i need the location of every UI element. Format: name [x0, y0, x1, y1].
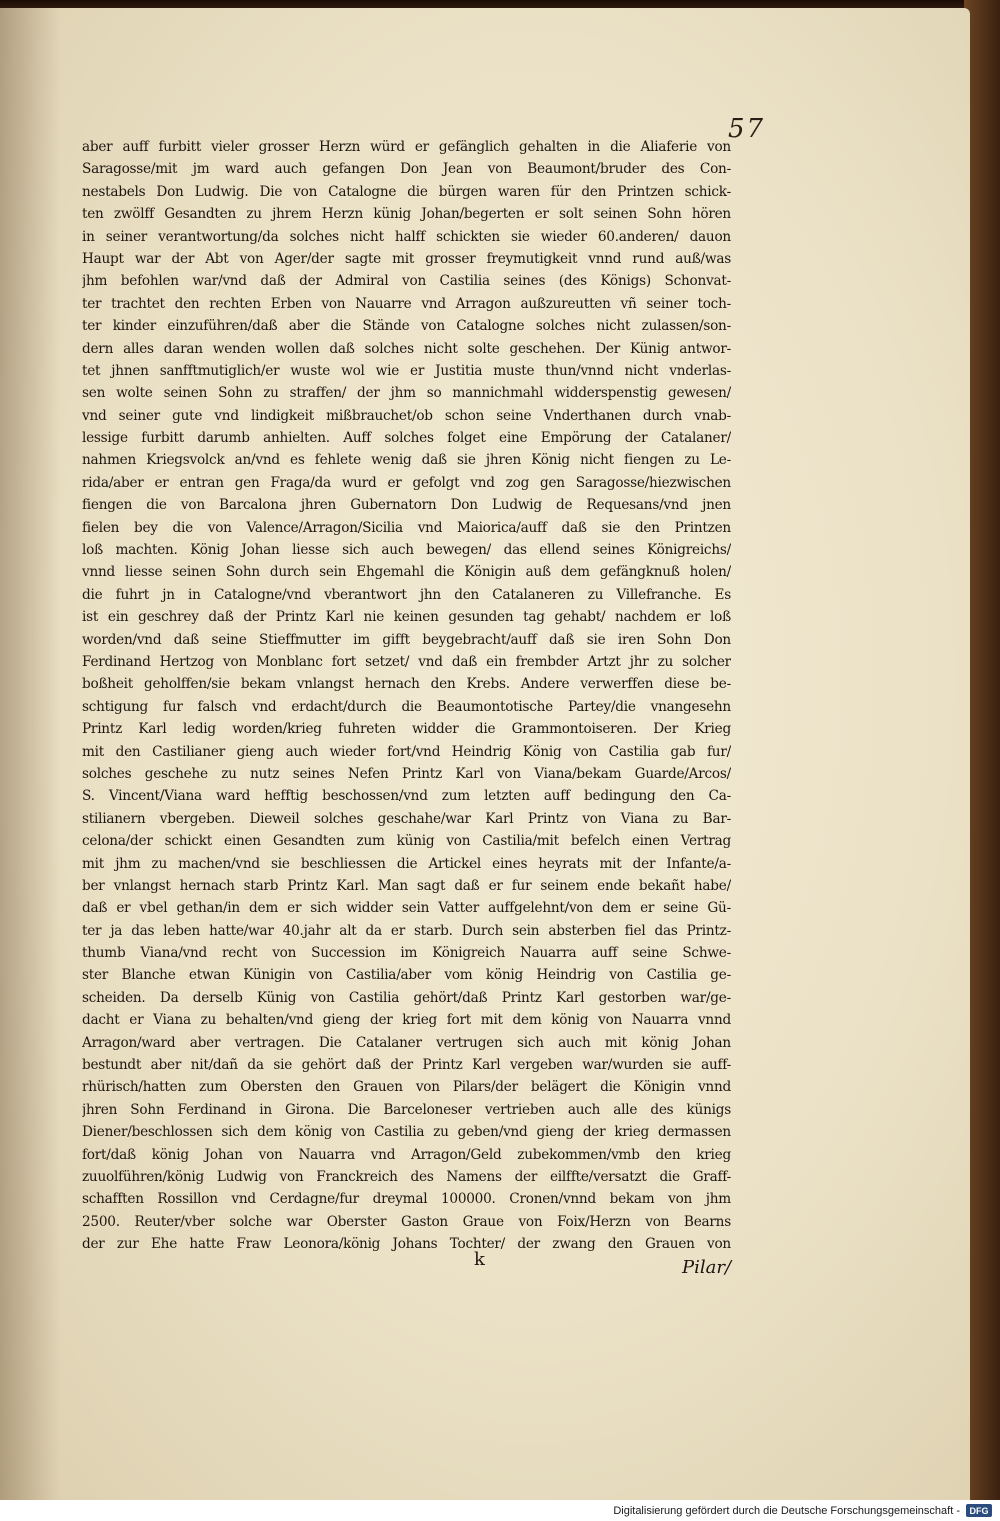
text-line: jhm befohlen war/vnd daß der Admiral von Castilia seines (des Königs) Schonvat-: [82, 273, 731, 290]
text-line: Ferdinand Hertzog von Monblanc fort setzet/ vnd daß ein frembder Artzt jhr zu solcher: [82, 653, 731, 670]
text-line: vnd seiner gute vnd lindigkeit mißbrauchet/ob schon seine Vnderthanen durch vnab-: [82, 407, 731, 424]
text-line: Saragosse/mit jm ward auch gefangen Don Jean von Beaumont/bruder des Con-: [82, 161, 731, 178]
text-line: thumb Viana/vnd recht von Succession im Königreich Nauarra auff seine Schwe-: [82, 945, 731, 962]
text-line: Arragon/ward aber vertragen. Die Catalaner vertrugen sich auch mit könig Johan: [82, 1034, 731, 1051]
text-line: zuuolführen/könig Ludwig von Franckreich des Namens der eilffte/versatzt die Graff-: [82, 1168, 731, 1185]
text-line: bestundt aber nit/dañ da sie gehört daß der Printz Karl vergeben war/wurden sie auff-: [82, 1057, 731, 1074]
text-line: jhren Sohn Ferdinand in Girona. Die Barceloneser vertrieben auch alle des künigs: [82, 1101, 731, 1118]
text-line: die fuhrt jn in Catalogne/vnd vberantwort jhn den Catalaneren zu Villefranche. Es: [82, 586, 731, 603]
text-line: vnnd liesse seinen Sohn durch sein Ehgemahl die Königin auß dem gefängknuß holen/: [82, 564, 731, 581]
text-line: ter trachtet den rechten Erben von Nauarre vnd Arragon außzureutten vñ seiner toch-: [82, 295, 731, 312]
text-line: mit den Castilianer gieng auch wieder fort/vnd Heindrig König von Castilia gab fur/: [82, 743, 731, 760]
text-line: der zur Ehe hatte Fraw Leonora/könig Johans Tochter/ der zwang den Grauen von: [82, 1236, 731, 1253]
text-line: worden/vnd daß seine Stieffmutter im gifft beygebracht/auff daß sie iren Sohn Don: [82, 631, 731, 648]
text-line: nahmen Kriegsvolck an/vnd es fehlete wenig daß sie jhren König nicht fiengen zu Le-: [82, 452, 731, 469]
text-line: ber vnlangst hernach starb Printz Karl. Man sagt daß er fur seinem ende bekañt habe/: [82, 877, 731, 894]
body-text: [82, 136, 758, 1256]
text-line: schtigung fur falsch vnd erdacht/durch die Beaumontotische Partey/die vnangesehn: [82, 698, 731, 715]
text-line: celona/der schickt einen Gesandten zum künig von Castilia/mit befelch einen Vertrag: [82, 833, 731, 850]
text-line: lessige furbitt darumb anhielten. Auff solches folget eine Empörung der Catalaner/: [82, 430, 731, 447]
page-number: 57: [728, 114, 766, 144]
text-line: dern alles daran wenden wollen daß solches nicht solte geschehen. Der Künig antwor-: [82, 340, 731, 357]
text-line: stilianern vbergeben. Dieweil solches geschahe/war Karl Printz von Viana zu Bar-: [82, 810, 731, 827]
text-line: daß er vbel gethan/in dem er sich widder sein Vatter auffgelehnt/von dem er seine Gü-: [82, 900, 731, 917]
text-line: nestabels Don Ludwig. Die von Catalogne die bürgen waren für den Printzen schick-: [82, 183, 731, 200]
text-line: sen wolte seinen Sohn zu straffen/ der jhm so mannichmahl widderspenstig gewesen/: [82, 385, 731, 402]
text-line: boßheit geholffen/sie bekam vnlangst hernach den Krebs. Andere verwerffen diese be-: [82, 676, 731, 693]
text-line: Printz Karl ledig worden/krieg fuhreten widder die Grammontoiseren. Der Krieg: [82, 721, 731, 738]
text-line: tet jhnen sanfftmutiglich/er wuste wol wie er Justitia muste thun/vnnd nicht vnderlas-: [82, 362, 731, 379]
text-line: in seiner verantwortung/da solches nicht halff schickten sie wieder 60.anderen/ dauon: [82, 228, 731, 245]
footer-credit: Digitalisierung gefördert durch die Deutsche Forschungsgemeinschaft -: [613, 1504, 960, 1517]
catchword: Pilar/: [682, 1257, 732, 1278]
text-line: Diener/beschlossen sich dem könig von Castilia zu geben/vnd gieng der krieg dermassen: [82, 1124, 731, 1141]
text-line: fiengen die von Barcalona jhren Gubernatorn Don Ludwig de Requesans/vnd jnen: [82, 497, 731, 514]
text-line: solches geschehe zu nutz seines Nefen Printz Karl von Viana/bekam Guarde/Arcos/: [82, 765, 731, 782]
text-line: fielen bey die von Valence/Arragon/Sicilia vnd Maiorica/auff daß sie den Printzen: [82, 519, 731, 536]
text-line: Haupt war der Abt von Ager/der sagte mit grosser freymutigkeit vnnd rund auß/was: [82, 250, 731, 267]
text-line: ist ein geschrey daß der Printz Karl nie keinen gesunden tag gehabt/ nachdem er loß: [82, 609, 731, 626]
text-line: mit jhm zu machen/vnd sie beschliessen die Artickel eines heyrats mit der Infante/a-: [82, 855, 731, 872]
text-line: S. Vincent/Viana ward hefftig beschossen/vnd zum letzten auff bedingung den Ca-: [82, 788, 731, 805]
text-line: fort/daß könig Johan von Nauarra vnd Arragon/Geld zubekommen/vmb den krieg: [82, 1146, 731, 1163]
text-line: rida/aber er entran gen Fraga/da wurd er gefolgt vnd zog gen Saragosse/hiezwischen: [82, 474, 731, 491]
text-line: 2500. Reuter/vber solche war Oberster Gaston Graue von Foix/Herzn von Bearns: [82, 1213, 731, 1230]
text-line: ster Blanche etwan Künigin von Castilia/aber vom könig Heindrig von Castilia ge-: [82, 967, 731, 984]
text-line: loß machten. König Johan liesse sich auch bewegen/ das ellend seines Königreichs/: [82, 542, 731, 559]
text-line: ten zwölff Gesandten zu jhrem Herzn künig Johan/begerten er solt seinen Sohn hören: [82, 206, 731, 223]
text-line: rhürisch/hatten zum Obersten den Grauen von Pilars/der belägert die Königin vnnd: [82, 1079, 731, 1096]
gutter-shadow: [0, 8, 60, 1500]
text-line: dacht er Viana zu behalten/vnd gieng der krieg fort mit dem könig von Nauarra vnnd: [82, 1012, 731, 1029]
text-line: ter ja das leben hatte/war 40.jahr alt da er starb. Durch sein absterben fiel das Printz-: [82, 922, 731, 939]
text-line: aber auff furbitt vieler grosser Herzn würd er gefänglich gehalten in die Aliaferie von: [82, 139, 731, 155]
dfg-logo-icon: DFG: [966, 1504, 992, 1517]
text-line: schafften Rossillon vnd Cerdagne/fur dreymal 100000. Cronen/vnnd bekam von jhm: [82, 1191, 731, 1208]
footer-bar: [0, 1500, 1000, 1521]
text-line: ter kinder einzuführen/daß aber die Stände von Catalogne solches nicht zulassen/son-: [82, 318, 731, 335]
text-line: scheiden. Da derselb Künig von Castilia gehört/daß Printz Karl gestorben war/ge-: [82, 989, 731, 1006]
signature-mark: k: [474, 1249, 485, 1270]
